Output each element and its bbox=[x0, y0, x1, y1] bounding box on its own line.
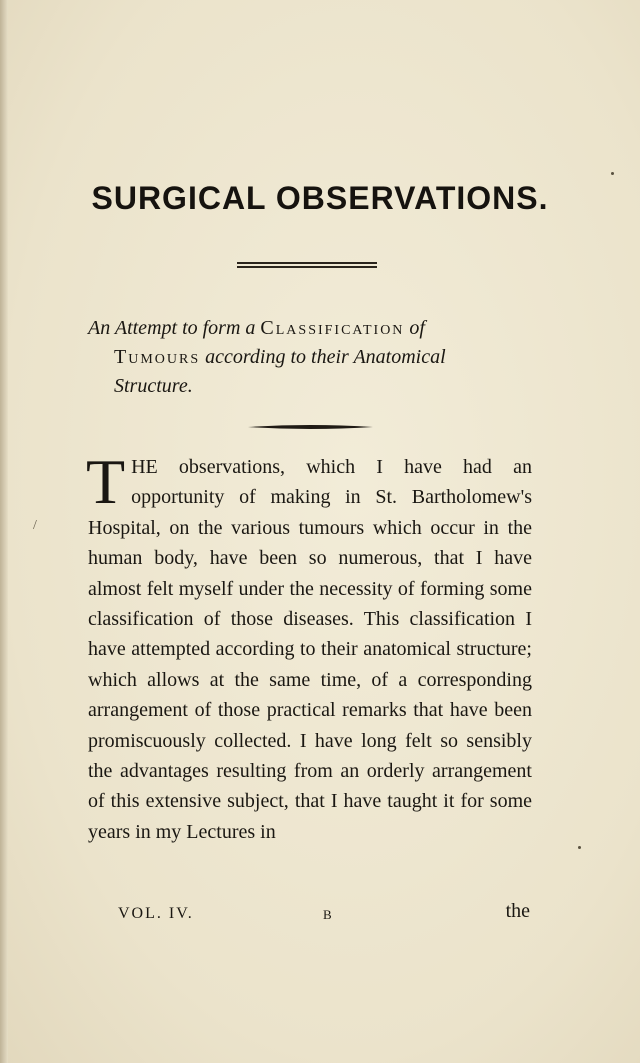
chapter-subtitle bbox=[88, 314, 538, 401]
chapter-title: SURGICAL OBSERVATIONS. bbox=[91, 180, 549, 216]
swelled-rule-divider bbox=[248, 424, 373, 430]
subtitle-tumours: Tumours bbox=[114, 346, 201, 368]
drop-cap: T bbox=[86, 446, 126, 517]
catchword: the bbox=[505, 900, 530, 922]
subtitle-part-1: An Attempt to form a bbox=[88, 317, 256, 339]
body-paragraph-text: HE observations, which I have had an opportunity of making in St. Bartholomew's Hospital, on the various tumours which occur in the human body, have been so numerous, that I have almost felt myself under the necessity of forming some classification of those diseases. This classification I have attempted according to their anatomical structure; which allows at the same time, of a corresponding arrangement of those practical remarks that have been promiscuously collected. I have long felt so sensibly the advantages resulting from an orderly arrangement of this extensive subject, that I have taught it for some years in my Lectures in bbox=[88, 456, 532, 843]
paper-speck bbox=[578, 846, 581, 849]
page-footer bbox=[118, 900, 530, 930]
signature-volume: VOL. IV. bbox=[118, 905, 194, 922]
page-gutter bbox=[0, 0, 8, 1063]
subtitle-part-3: of bbox=[409, 317, 425, 339]
subtitle-structure: Structure. bbox=[114, 375, 193, 397]
subtitle-part-5: according to their Anatomical bbox=[205, 346, 446, 368]
signature-letter: B bbox=[323, 907, 332, 922]
double-rule-divider bbox=[237, 262, 377, 269]
subtitle-classification: Classification bbox=[260, 317, 405, 339]
margin-mark: / bbox=[33, 518, 37, 533]
body-paragraph bbox=[86, 446, 532, 847]
paper-speck bbox=[611, 172, 614, 175]
